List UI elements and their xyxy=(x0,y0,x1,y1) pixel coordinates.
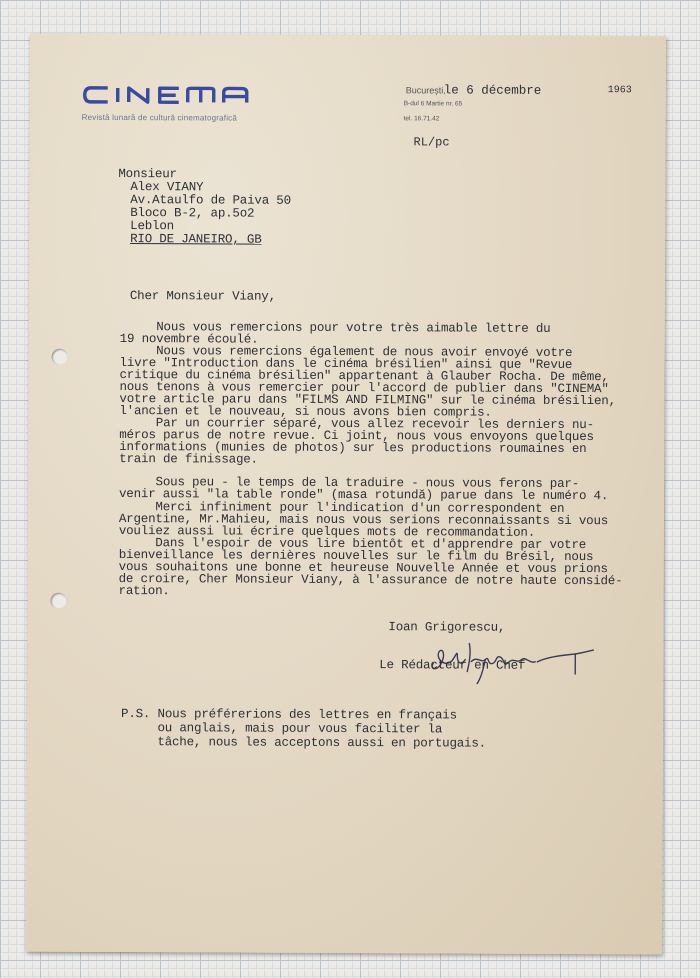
recipient-line: Bloco B-2, ap.5o2 xyxy=(130,206,255,221)
reference-code: RL/pc xyxy=(413,135,450,150)
body-line: bienveillance les dernières nouvelles sur le film du Brésil, nous xyxy=(118,548,594,565)
letter-date: le 6 décembre xyxy=(443,83,542,98)
letterhead-city: București, xyxy=(405,85,446,96)
signatory-name: Ioan Grigorescu, xyxy=(388,620,506,635)
body-line: Sous peu - le temps de la traduire - nous vous ferons par- xyxy=(119,475,580,492)
cinema-logo-graphic xyxy=(82,84,264,107)
body-line: 19 novembre écoulé. xyxy=(119,332,259,347)
body-line: votre article paru dans "FILMS AND FILMING" sur le cinéma brésilien, xyxy=(119,392,616,409)
body-line: vouliez aussi lui écrire quelques mots de recommandation. xyxy=(118,524,536,540)
body-line: Merci infiniment pour l'indication d'un correspondent en xyxy=(118,500,565,516)
body-line: vous souhaitons une bonne et heureuse Nouvelle Année et vous prions xyxy=(118,560,608,577)
punch-hole xyxy=(50,593,66,609)
body-line: Dans l'espoir de vous lire bientôt et d'apprendre par votre xyxy=(118,536,587,553)
body-line: Nous vous remercions également de nous avoir envoyé votre xyxy=(119,344,573,360)
postscript-line: tâche, nous les acceptons aussi en portugais. xyxy=(120,735,487,751)
body-line: venir aussi "la table ronde" (masa rotundă) parue dans le numéro 4. xyxy=(118,487,609,504)
recipient-line: Leblon xyxy=(130,219,175,234)
letter-page xyxy=(26,34,666,955)
body-line: nous tenons à vous remercier pour l'accord de publier dans "CINEMA" xyxy=(119,380,609,397)
salutation: Cher Monsieur Viany, xyxy=(129,289,276,304)
postscript-line: ou anglais, mais pour vous faciliter la xyxy=(120,721,443,737)
recipient-line: RIO DE JANEIRO, GB xyxy=(130,232,262,247)
body-line: ration. xyxy=(118,584,170,599)
body-line: méros parus de notre revue. Ci joint, nous vous envoyons quelques xyxy=(119,428,594,445)
letterhead-tagline: Revistă lunară de cultură cinematografică xyxy=(81,112,238,123)
body-line: l'ancien et le nouveau, si nous avons bien compris. xyxy=(119,404,492,420)
signatory-title: Le Rédacteur en Chef xyxy=(379,658,526,673)
letterhead-street: B-dul 6 Martie nr. 65 xyxy=(403,100,463,108)
letterhead-phone: tel. 16.71.42 xyxy=(403,115,440,123)
postscript-line: P.S. Nous préférerions des lettres en français xyxy=(121,707,457,723)
body-line: de croire, Cher Monsieur Viany, à l'assurance de notre haute considé- xyxy=(118,572,623,589)
body-line: livre "Introduction dans le cinéma brésilien" ainsi que "Revue xyxy=(119,356,573,372)
punch-hole xyxy=(52,349,68,365)
body-line: informations (munies de photos) sur les productions roumaines en xyxy=(119,440,587,457)
body-line: Par un courrier séparé, vous allez recevoir les derniers nu- xyxy=(119,416,594,433)
letter-year: 1963 xyxy=(607,85,632,97)
body-line: Argentine, Mr.Mahieu, mais nous vous serions reconnaissants si vous xyxy=(118,512,609,529)
recipient-line: Av.Ataulfo de Paiva 50 xyxy=(130,193,291,208)
recipient-line: Monsieur xyxy=(118,167,177,182)
cinema-logo xyxy=(82,84,264,107)
body-line: train de finissage. xyxy=(119,452,258,467)
body-line: Nous vous remercions pour votre très aimable lettre du xyxy=(119,320,551,336)
body-line: critique du cinéma brésilien" appartenant à Glauber Rocha. De même, xyxy=(119,368,609,385)
recipient-line: Alex VIANY xyxy=(130,180,204,195)
